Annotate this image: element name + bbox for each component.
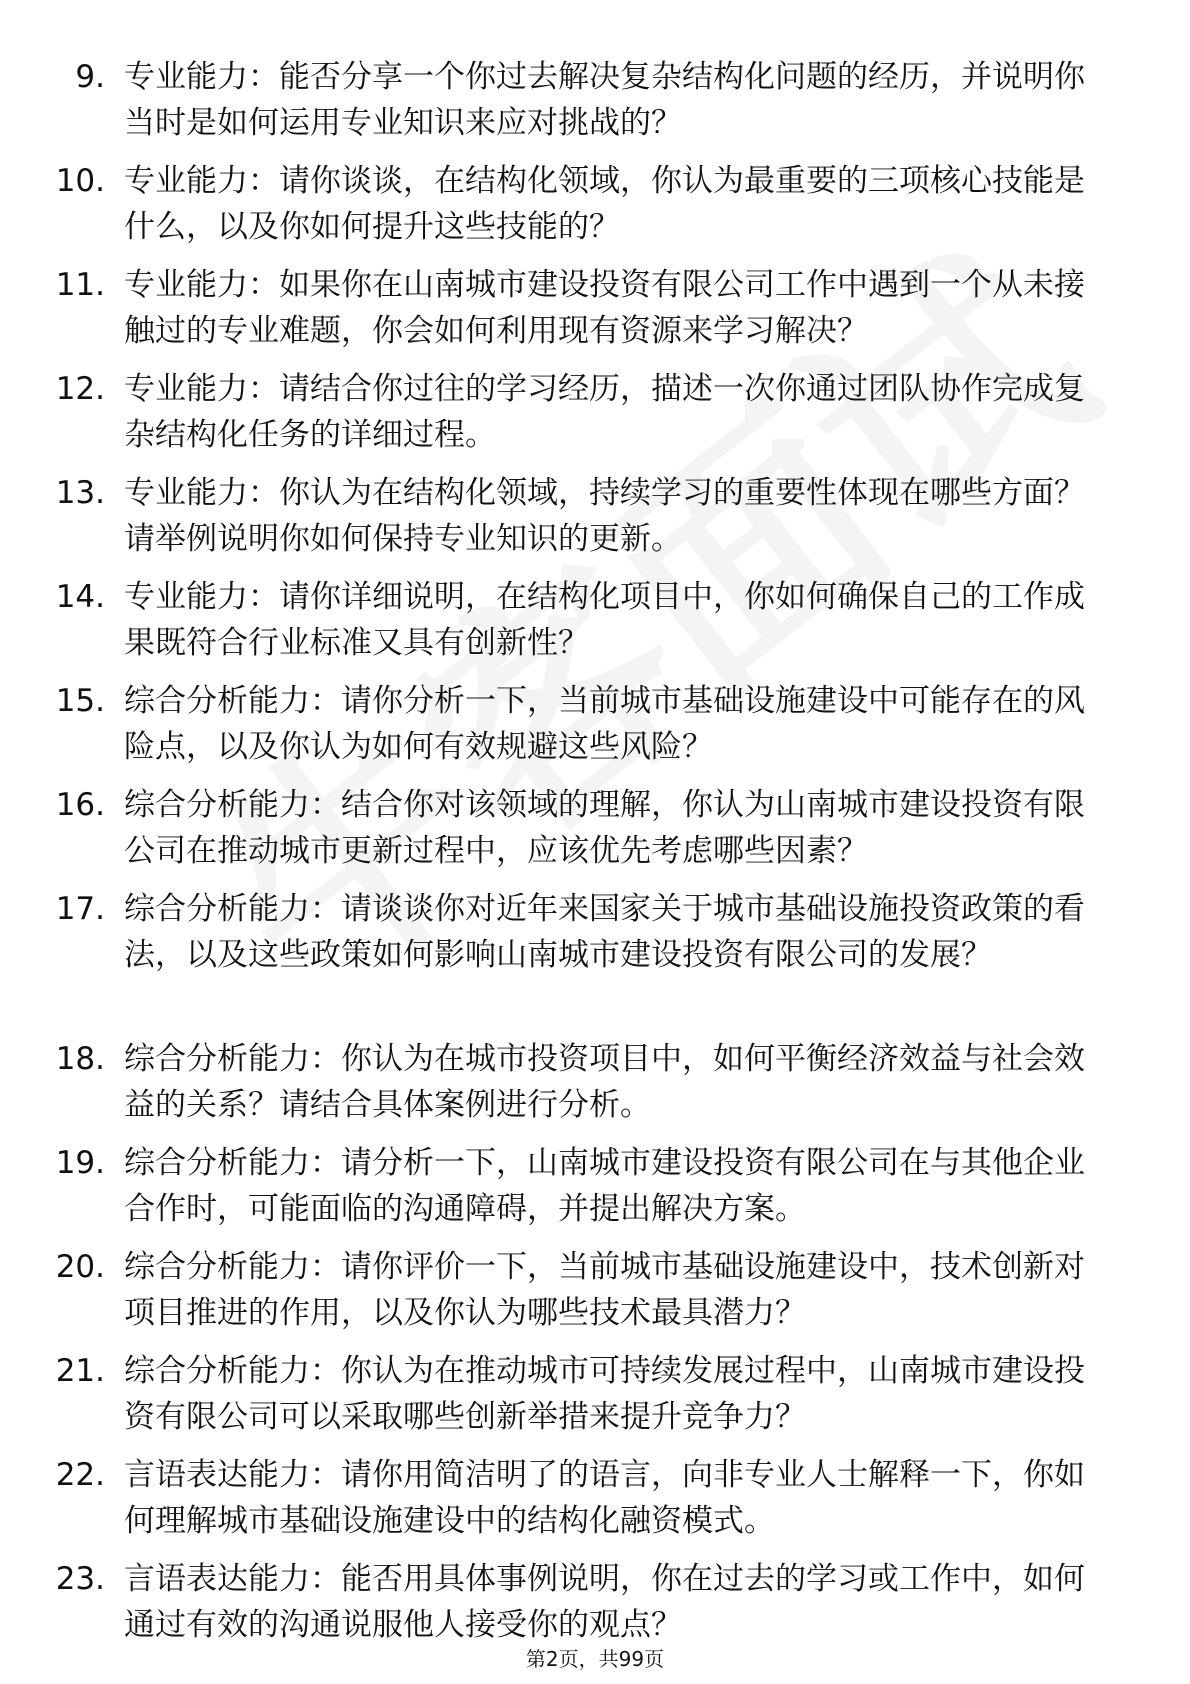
question-number: 23. [55,1561,105,1597]
question-item [0,1238,1190,1342]
question-number: 14. [55,579,105,615]
question-text: 综合分析能力：请谈谈你对近年来国家关于城市基础设施投资政策的看法，以及这些政策如何影响山南城市建设投资有限公司的发展？ [124,891,1085,973]
question-item [0,1550,1190,1654]
question-item [0,568,1190,672]
question-item [0,464,1190,568]
question-number: 11. [55,267,105,303]
question-text: 综合分析能力：你认为在推动城市可持续发展过程中，山南城市建设投资有限公司可以采取哪些创新举措来提升竞争力？ [124,1353,1085,1435]
question-number: 10. [55,163,105,199]
question-item [0,152,1190,256]
question-number: 12. [55,371,105,407]
page-number: 第2页，共99页 [525,1647,665,1671]
question-text: 专业能力：如果你在山南城市建设投资有限公司工作中遇到一个从未接触过的专业难题，你会如何利用现有资源来学习解决？ [124,267,1085,349]
question-text: 言语表达能力：请你用简洁明了的语言，向非专业人士解释一下，你如何理解城市基础设施建设中的结构化融资模式。 [124,1457,1085,1539]
question-item [0,672,1190,776]
question-number: 16. [55,787,105,823]
question-item [0,1030,1190,1134]
question-number: 15. [55,683,105,719]
question-text: 综合分析能力：你认为在城市投资项目中，如何平衡经济效益与社会效益的关系？请结合具体案例进行分析。 [124,1041,1085,1123]
question-text: 综合分析能力：请你评价一下，当前城市基础设施建设中，技术创新对项目推进的作用，以及你认为哪些技术最具潜力？ [124,1249,1085,1331]
question-item [0,1446,1190,1550]
question-text: 综合分析能力：请你分析一下，当前城市基础设施建设中可能存在的风险点，以及你认为如何有效规避这些风险？ [124,683,1085,765]
question-number: 21. [55,1353,105,1389]
question-number: 22. [55,1457,105,1493]
question-list [0,48,1190,1654]
page-footer [0,1647,1190,1671]
question-number: 9. [75,59,105,95]
question-item [0,48,1190,152]
question-text: 专业能力：请你详细说明，在结构化项目中，你如何确保自己的工作成果既符合行业标准又具有创新性？ [124,579,1085,661]
question-text: 综合分析能力：请分析一下，山南城市建设投资有限公司在与其他企业合作时，可能面临的沟通障碍，并提出解决方案。 [124,1145,1085,1227]
question-text: 综合分析能力：结合你对该领域的理解，你认为山南城市建设投资有限公司在推动城市更新过程中，应该优先考虑哪些因素？ [124,787,1085,869]
question-number: 18. [55,1041,105,1077]
question-item [0,1342,1190,1446]
question-number: 20. [55,1249,105,1285]
question-text: 言语表达能力：能否用具体事例说明，你在过去的学习或工作中，如何通过有效的沟通说服他人接受你的观点？ [124,1561,1085,1643]
question-text: 专业能力：你认为在结构化领域，持续学习的重要性体现在哪些方面？请举例说明你如何保持专业知识的更新。 [124,475,1085,557]
question-item [0,776,1190,880]
question-item [0,256,1190,360]
question-number: 19. [55,1145,105,1181]
question-number: 13. [55,475,105,511]
question-item [0,360,1190,464]
question-text: 专业能力：能否分享一个你过去解决复杂结构化问题的经历，并说明你当时是如何运用专业知识来应对挑战的？ [124,59,1085,141]
question-item [0,1134,1190,1238]
question-text: 专业能力：请你谈谈，在结构化领域，你认为最重要的三项核心技能是什么，以及你如何提升这些技能的？ [124,163,1085,245]
question-item [0,880,1190,1030]
question-text: 专业能力：请结合你过往的学习经历，描述一次你通过团队协作完成复杂结构化任务的详细过程。 [124,371,1085,453]
question-number: 17. [55,891,105,927]
